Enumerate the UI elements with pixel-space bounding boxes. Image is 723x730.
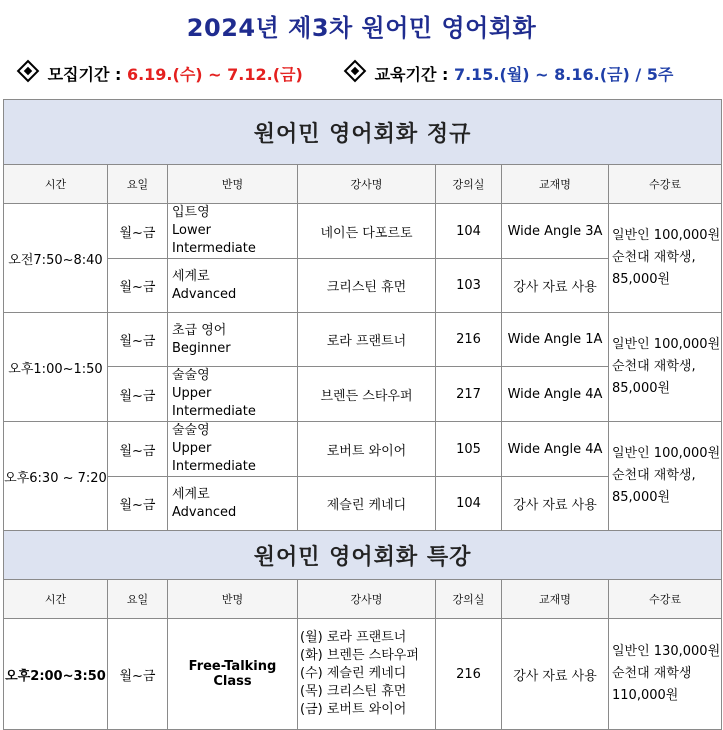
- teacher-list-cell: [298, 619, 436, 730]
- class-cell: [168, 367, 298, 422]
- recruit-period: [20, 62, 303, 85]
- recruit-label: 모집기간 :: [47, 65, 122, 84]
- class-name-ko: 세계로: [172, 268, 210, 284]
- teacher-cell: 로라 프랜트너: [298, 313, 436, 367]
- day-cell: 월~금: [108, 259, 168, 313]
- teacher-item: (수) 제슬린 케네디: [300, 666, 407, 681]
- class-level-en: Advanced: [172, 286, 237, 302]
- regular-schedule-table: [3, 99, 722, 730]
- room-cell: 216: [436, 619, 502, 730]
- teacher-cell: 크리스틴 휴먼: [298, 259, 436, 313]
- book-cell: Wide Angle 4A: [502, 367, 609, 422]
- room-cell: 103: [436, 259, 502, 313]
- class-cell: [168, 259, 298, 313]
- book-cell: 강사 자료 사용: [502, 619, 609, 730]
- header-teacher: 강사명: [298, 165, 436, 204]
- class-cell: [168, 422, 298, 477]
- time-cell: 오후6:30 ~ 7:20: [4, 422, 108, 531]
- table-row: [4, 313, 722, 367]
- teacher-cell: 제슬린 케네디: [298, 477, 436, 531]
- header-day: 요일: [108, 165, 168, 204]
- course-period: [347, 62, 673, 85]
- header-time: 시간: [4, 165, 108, 204]
- time-cell: 오후1:00~1:50: [4, 313, 108, 422]
- teacher-item: (월) 로라 프랜트너: [300, 630, 407, 645]
- class-level-en: Upper Intermediate: [172, 386, 256, 419]
- header-class: 반명: [168, 165, 298, 204]
- fee-cell: [609, 313, 722, 422]
- table-row: [4, 422, 722, 477]
- class-name-ko: 술술영: [172, 423, 210, 438]
- fee-line: 일반인 130,000원: [612, 644, 721, 659]
- header-fee: 수강료: [609, 165, 722, 204]
- special-section-title: 원어민 영어회화 특강: [4, 531, 722, 580]
- period-info: [0, 62, 723, 90]
- table-row: [4, 204, 722, 259]
- header-teacher: 강사명: [298, 580, 436, 619]
- time-cell: 오후2:00~3:50: [4, 619, 108, 730]
- class-name-ko: 세계로: [172, 486, 210, 502]
- recruit-dates: 6.19.(수) ~ 7.12.(금): [126, 65, 303, 84]
- room-cell: 105: [436, 422, 502, 477]
- teacher-cell: 네이든 다포르토: [298, 204, 436, 259]
- class-cell: [168, 313, 298, 367]
- day-cell: 월~금: [108, 367, 168, 422]
- course-dates: 7.15.(월) ~ 8.16.(금) / 5주: [453, 65, 674, 84]
- diamond-bullet-icon: [344, 60, 367, 83]
- header-book: 교재명: [502, 580, 609, 619]
- fee-line: 일반인 100,000원: [612, 337, 721, 352]
- fee-line: 85,000원: [612, 272, 671, 287]
- book-cell: Wide Angle 1A: [502, 313, 609, 367]
- fee-line: 순천대 재학생,: [612, 250, 696, 265]
- fee-line: 85,000원: [612, 381, 671, 396]
- header-room: 강의실: [436, 580, 502, 619]
- room-cell: 216: [436, 313, 502, 367]
- teacher-item: (화) 브렌든 스타우퍼: [300, 648, 419, 663]
- fee-cell: [609, 619, 722, 730]
- book-cell: 강사 자료 사용: [502, 259, 609, 313]
- class-level-en: Beginner: [172, 340, 231, 356]
- class-level-en: Advanced: [172, 504, 237, 520]
- teacher-item: (금) 로버트 와이어: [300, 702, 407, 717]
- header-class: 반명: [168, 580, 298, 619]
- header-book: 교재명: [502, 165, 609, 204]
- class-level-en: Upper Intermediate: [172, 441, 256, 474]
- regular-section-title: 원어민 영어회화 정규: [4, 100, 722, 165]
- book-cell: Wide Angle 4A: [502, 422, 609, 477]
- teacher-cell: 로버트 와이어: [298, 422, 436, 477]
- day-cell: 월~금: [108, 204, 168, 259]
- room-cell: 104: [436, 204, 502, 259]
- header-day: 요일: [108, 580, 168, 619]
- class-cell: [168, 204, 298, 259]
- class-level-en: Lower Intermediate: [172, 223, 256, 256]
- fee-line: 일반인 100,000원: [612, 228, 721, 243]
- page-title: 2024년 제3차 원어민 영어회화: [186, 14, 537, 42]
- teacher-cell: 브렌든 스타우퍼: [298, 367, 436, 422]
- room-cell: 104: [436, 477, 502, 531]
- fee-line: 순천대 재학생,: [612, 359, 696, 374]
- fee-line: 일반인 100,000원: [612, 446, 721, 461]
- book-cell: Wide Angle 3A: [502, 204, 609, 259]
- header-room: 강의실: [436, 165, 502, 204]
- class-cell: [168, 477, 298, 531]
- header-fee: 수강료: [609, 580, 722, 619]
- time-cell: 오전7:50~8:40: [4, 204, 108, 313]
- class-name-ko: 술술영: [172, 368, 210, 383]
- fee-line: 순천대 재학생: [612, 666, 692, 681]
- day-cell: 월~금: [108, 313, 168, 367]
- header-time: 시간: [4, 580, 108, 619]
- teacher-item: (목) 크리스틴 휴먼: [300, 684, 407, 699]
- class-name-ko: 입트영: [172, 205, 210, 220]
- fee-cell: [609, 204, 722, 313]
- fee-line: 순천대 재학생,: [612, 468, 696, 483]
- class-name-ko: 초급 영어: [172, 322, 227, 338]
- fee-line: 110,000원: [612, 688, 679, 703]
- fee-line: 85,000원: [612, 490, 671, 505]
- book-cell: 강사 자료 사용: [502, 477, 609, 531]
- day-cell: 월~금: [108, 619, 168, 730]
- diamond-bullet-icon: [17, 60, 40, 83]
- day-cell: 월~금: [108, 422, 168, 477]
- room-cell: 217: [436, 367, 502, 422]
- class-cell: Free-Talking Class: [168, 619, 298, 730]
- fee-cell: [609, 422, 722, 531]
- day-cell: 월~금: [108, 477, 168, 531]
- table-row: [4, 619, 722, 730]
- course-label: 교육기간 :: [374, 65, 449, 84]
